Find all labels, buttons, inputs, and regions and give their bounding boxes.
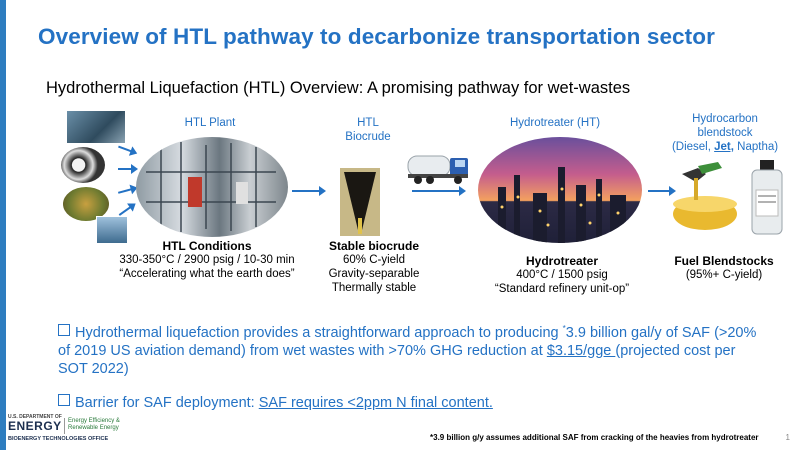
arrow-plant-to-biocrude xyxy=(292,190,320,192)
feed-arrow-2 xyxy=(118,168,132,170)
biocrude-image xyxy=(340,168,380,236)
bullet-box-icon xyxy=(58,324,70,336)
biocrude-line3: Thermally stable xyxy=(331,282,417,294)
htl-conditions-title: HTL Conditions xyxy=(162,239,252,253)
fuel-blendstocks-title: Fuel Blendstocks xyxy=(674,254,774,268)
biocrude-title: Stable biocrude xyxy=(328,239,420,253)
label-htl-biocrude xyxy=(328,116,408,144)
hydrotreater-title: Hydrotreater xyxy=(525,254,599,268)
bullet-saf-barrier: Barrier for SAF deployment: SAF requires <2ppm N final content. xyxy=(58,394,758,412)
fuel-nozzle-image xyxy=(668,160,742,232)
hydrotreater-line2: “Standard refinery unit-op” xyxy=(494,283,630,295)
biocrude-line1: 60% C-yield xyxy=(343,254,405,266)
label-blendstock-line3: (Diesel, Jet, Naptha) xyxy=(671,141,779,153)
saf-requirement-link[interactable]: SAF requires <2ppm N final content. xyxy=(258,395,493,411)
stage-hydrotreater xyxy=(478,254,646,296)
footnote: *3.9 billion g/y assumes additional SAF from cracking of the heavies from hydrotreater xyxy=(430,433,759,442)
htl-plant-image xyxy=(136,137,288,237)
cattle-image xyxy=(60,146,106,184)
fuel-blendstocks-line1: (95%+ C-yield) xyxy=(685,269,763,281)
tanker-truck-icon xyxy=(406,150,472,186)
label-blendstock-line1: Hydrocarbon xyxy=(692,113,758,125)
left-accent-bar xyxy=(0,0,6,450)
arrow-biocrude-to-hydrotreater xyxy=(412,190,460,192)
biocrude-line2: Gravity-separable xyxy=(328,268,420,280)
refinery-image xyxy=(478,137,642,243)
stage-fuel-blendstocks xyxy=(664,254,784,282)
hydrotreater-line1: 400°C / 1500 psig xyxy=(516,269,608,281)
cost-link[interactable]: $3.15/gge xyxy=(546,342,616,359)
label-htl-biocrude-line1: HTL xyxy=(357,117,379,129)
htl-conditions-line1: 330-350°C / 2900 psig / 10-30 min xyxy=(119,254,295,266)
bullet-htl-approach: Hydrothermal liquefaction provides a straightforward approach to producing *3.9 billion gal/y of SAF (>20% of 2019 US aviation demand) from wet wastes with >70% GHG reduction at $3.15/gge (projected cost per SOT 2022) xyxy=(58,324,757,377)
htl-conditions-line2: “Accelerating what the earth does” xyxy=(119,268,295,280)
arrow-hydrotreater-to-blendstock xyxy=(648,190,670,192)
page-number: 1 xyxy=(785,433,790,442)
page-subtitle: Hydrothermal Liquefaction (HTL) Overview: A promising pathway for wet-wastes xyxy=(46,79,631,97)
stage-htl-conditions xyxy=(102,239,312,281)
page-title: Overview of HTL pathway to decarbonize transportation sector xyxy=(38,24,715,49)
label-htl-plant: HTL Plant xyxy=(184,117,236,129)
label-hydrotreater: Hydrotreater (HT) xyxy=(509,117,601,129)
stage-stable-biocrude xyxy=(310,239,438,295)
fuel-bottle-image xyxy=(748,160,786,236)
doe-eere-logo: U.S. DEPARTMENT OF ENERGY Energy Efficiency & Renewable Energy BIOENERGY TECHNOLOGIES OFFICE xyxy=(8,414,120,442)
feedstock-images xyxy=(60,110,130,240)
label-htl-biocrude-line2: Biocrude xyxy=(345,131,391,143)
wastewater-plant-image xyxy=(66,110,126,144)
label-blendstock xyxy=(660,112,790,154)
bullet-box-icon xyxy=(58,394,70,406)
label-blendstock-line2: blendstock xyxy=(697,127,753,139)
